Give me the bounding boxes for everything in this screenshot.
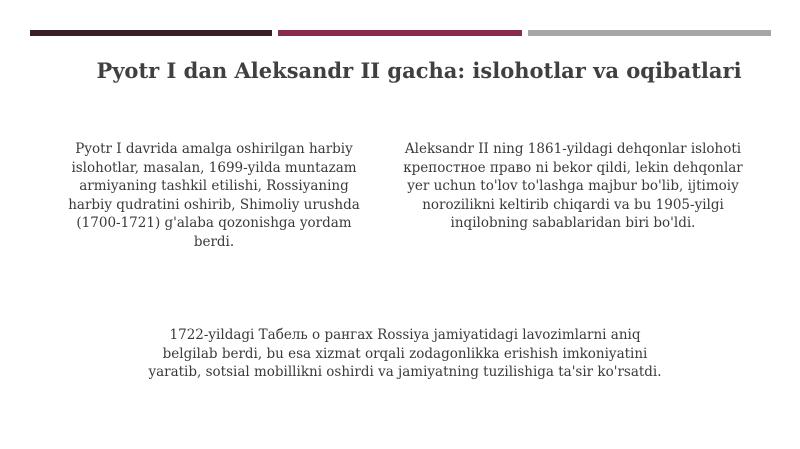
- bottom-text-block: 1722-yildagi Табель о рангах Rossiya jamiyatidagi lavozimlarni aniq belgilab berdi, bu esa xizmat orqali zodagonlikka erishish imkoniyatini yaratib, sotsial mobillikni oshirdi va jamiyatning tuzilishiga ta'sir ko'rsatdi.: [148, 327, 662, 380]
- accent-bar-crimson: [278, 30, 522, 36]
- accent-bar-dark: [30, 30, 272, 36]
- slide-title: Pyotr I dan Aleksandr II gacha: islohotlar va oqibatlari: [96, 58, 742, 83]
- accent-bar-gray: [528, 30, 771, 36]
- left-text-block: Pyotr I davrida amalga oshirilgan harbiy islohotlar, masalan, 1699-yilda muntazam armiyaning tashkil etilishi, Rossiyaning harbiy qudratini oshirib, Shimoliy urushda (1700-1721) g'alaba qozonishga yordam berdi.: [68, 141, 360, 250]
- right-text-block: Aleksandr II ning 1861-yildagi dehqonlar islohoti крепостное право ni bekor qildi, lekin dehqonlar yer uchun to'lov to'lashga majbur bo'lib, ijtimoiy norozilikni keltirib chiqardi va bu 1905-yilgi inqilobning sabablaridan biri bo'ldi.: [403, 141, 743, 231]
